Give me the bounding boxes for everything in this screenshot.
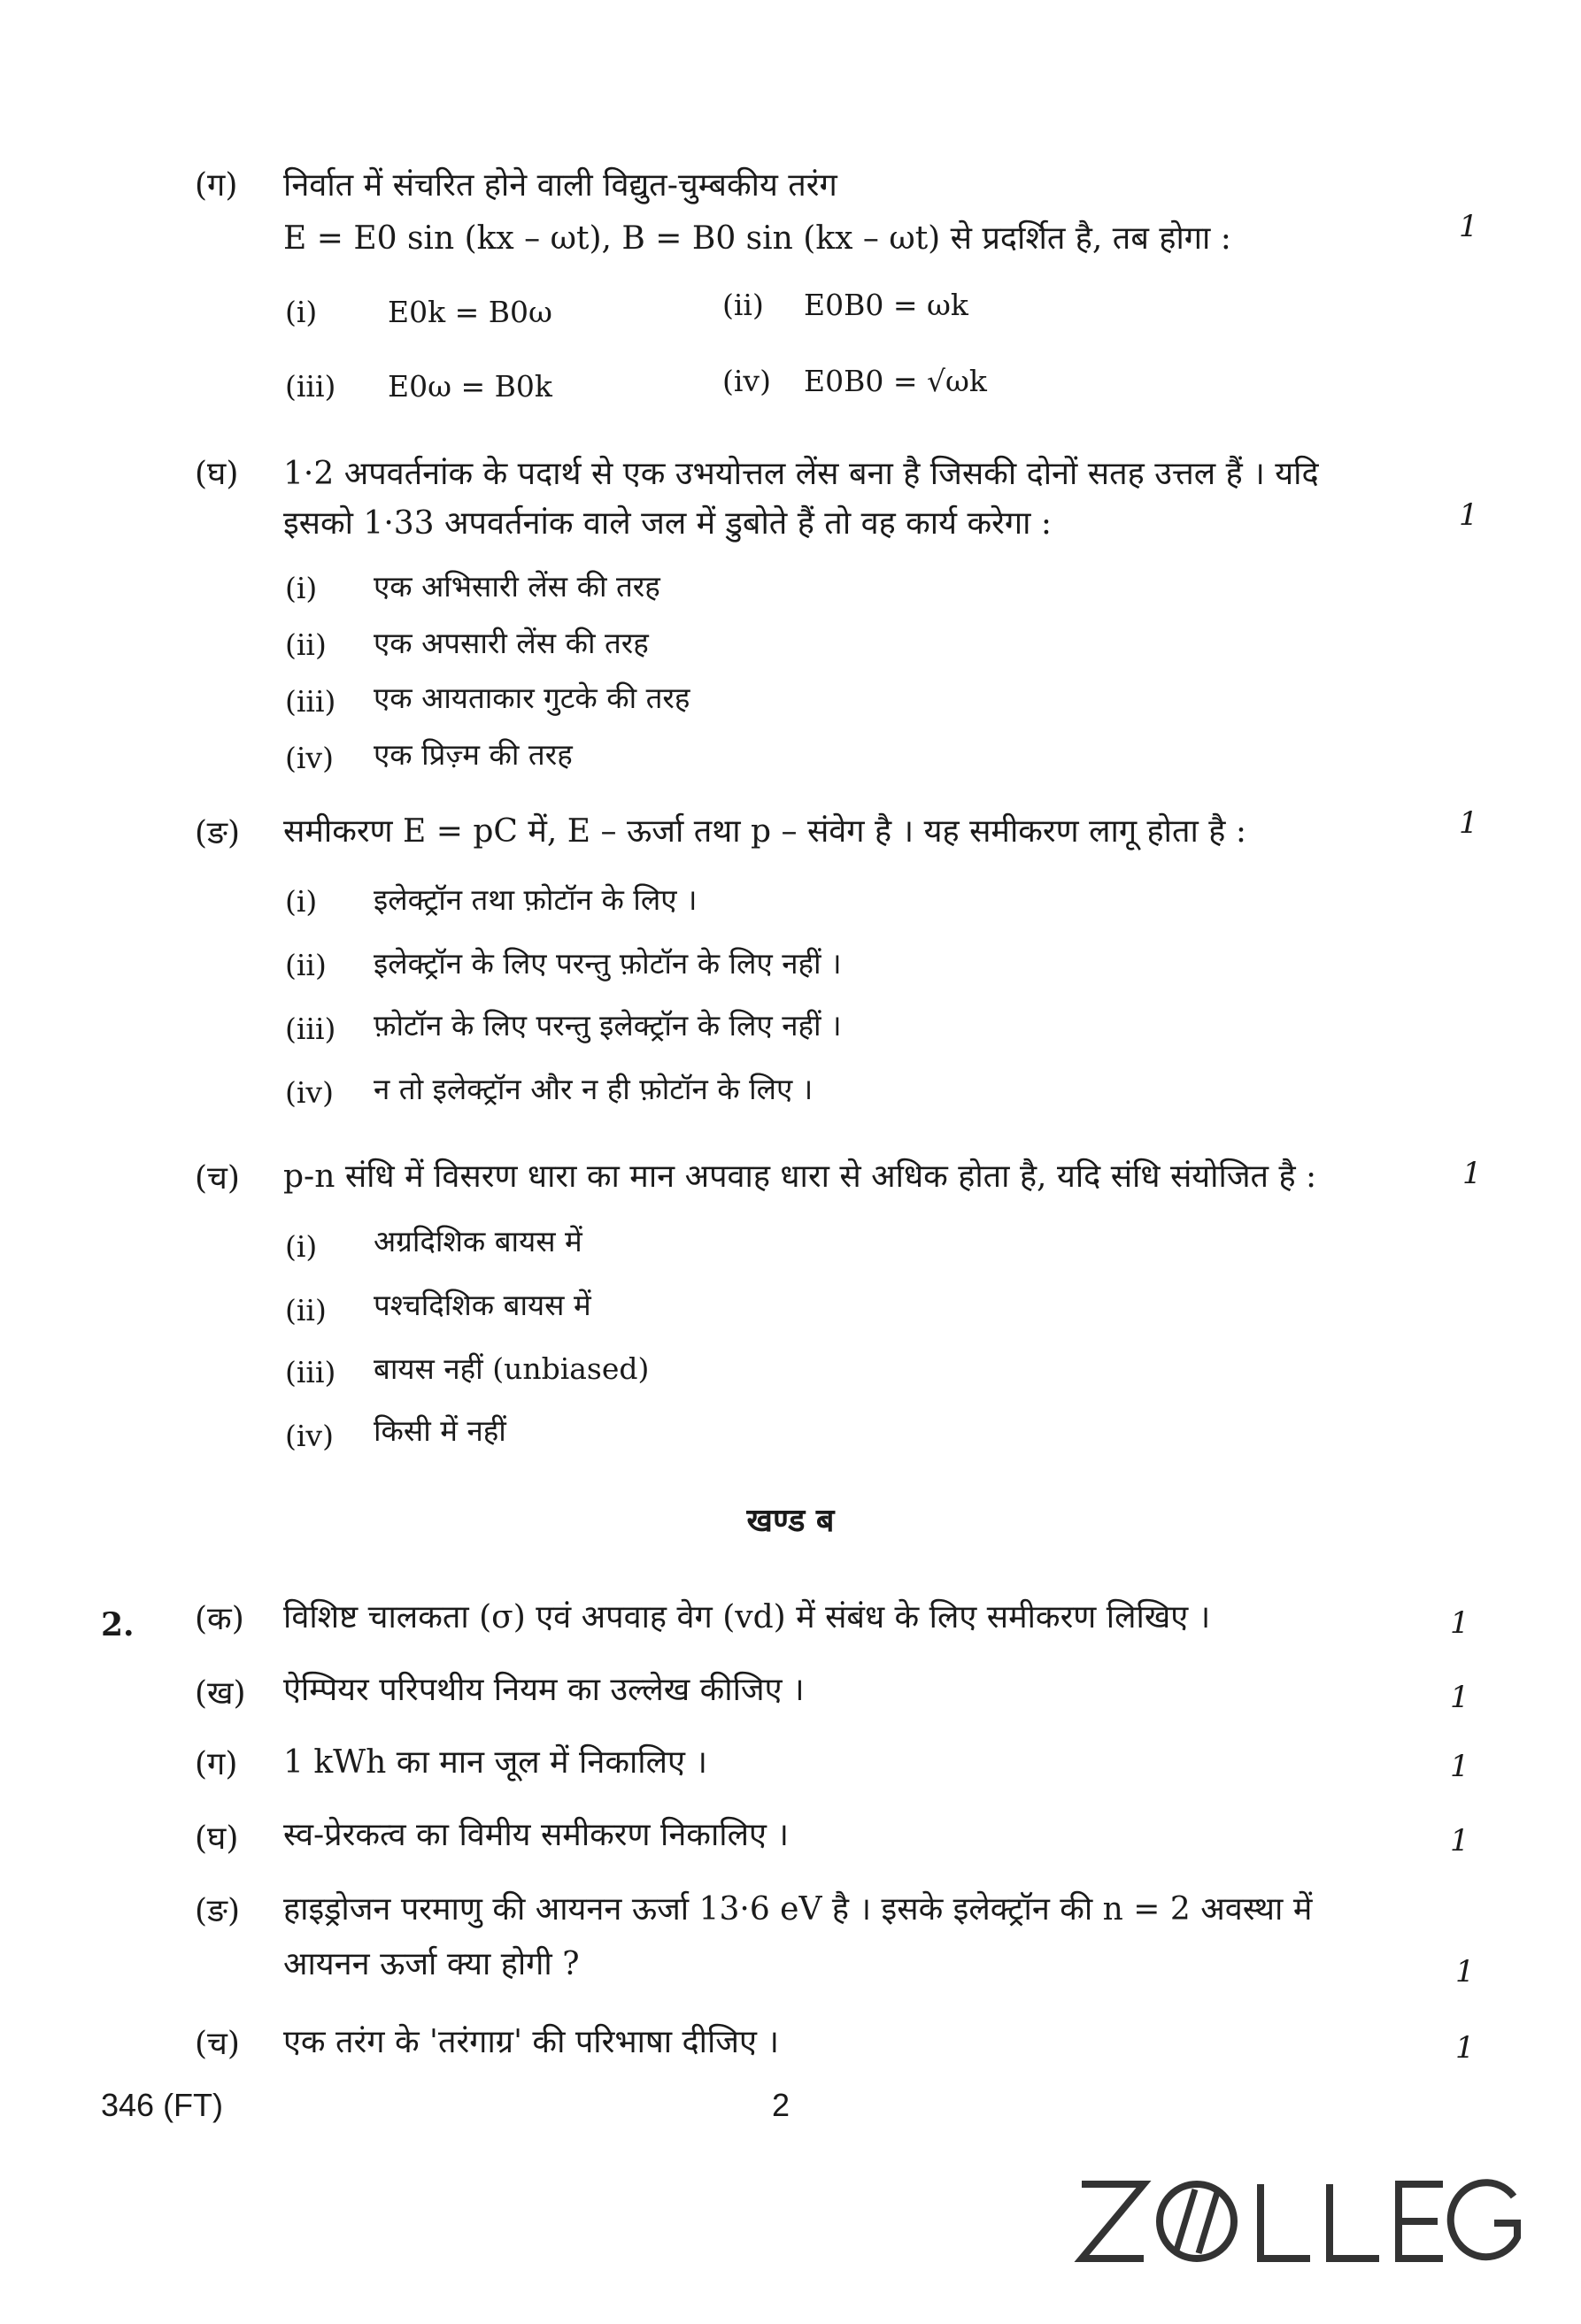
question-label: (ङ) [195, 815, 241, 851]
option-number: (i) [285, 295, 318, 329]
marks: 1 [1450, 1749, 1469, 1784]
marks: 1 [1459, 805, 1478, 841]
option-number: (i) [285, 884, 318, 919]
option-number: (iii) [285, 1012, 336, 1046]
option-text: एक अपसारी लेंस की तरह [374, 626, 649, 660]
question-number: 2. [101, 1606, 135, 1643]
option-text: E0k = B0ω [388, 295, 552, 329]
option-text: एक आयताकार गुटके की तरह [374, 681, 690, 715]
option-number: (iii) [285, 369, 336, 404]
option-number: (iv) [285, 1075, 334, 1110]
option-number: (ii) [285, 627, 327, 662]
option-number: (iv) [722, 364, 771, 398]
option-number: (ii) [285, 948, 327, 982]
option-text: E0B0 = ωk [804, 288, 968, 322]
option-number: (ii) [722, 288, 764, 322]
question-text: हाइड्रोजन परमाणु की आयनन ऊर्जा 13·6 eV है । इसके इलेक्ट्रॉन की n = 2 अवस्था में [283, 1891, 1313, 1928]
option-number: (ii) [285, 1293, 327, 1327]
option-number: (i) [285, 571, 318, 605]
question-label: (घ) [195, 1820, 239, 1857]
option-text: एक प्रिज़्म की तरह [374, 737, 573, 772]
question-text: 1 kWh का मान जूल में निकालिए । [283, 1744, 708, 1781]
option-number: (iii) [285, 684, 336, 719]
question-label: (ग) [195, 1746, 238, 1782]
zollege-logo [1071, 2168, 1540, 2274]
option-text: किसी में नहीं [374, 1413, 506, 1448]
option-text: न तो इलेक्ट्रॉन और न ही फ़ोटॉन के लिए । [374, 1072, 814, 1106]
option-number: (iii) [285, 1355, 336, 1389]
option-text: अग्रदिशिक बायस में [374, 1224, 582, 1258]
question-text: एक तरंग के 'तरंगाग्र' की परिभाषा दीजिए । [283, 2024, 780, 2060]
option-text: E0ω = B0k [388, 369, 552, 404]
marks: 1 [1459, 497, 1478, 533]
page-number: 2 [772, 2087, 790, 2123]
option-text: बायस नहीं (unbiased) [374, 1351, 650, 1386]
question-label: (क) [195, 1601, 244, 1637]
question-label: (ख) [195, 1675, 246, 1712]
question-label: (च) [195, 2026, 240, 2062]
option-text: एक अभिसारी लेंस की तरह [374, 569, 660, 604]
question-text: इसको 1·33 अपवर्तनांक वाले जल में डुबोते हैं तो वह कार्य करेगा : [283, 505, 1052, 542]
option-text: पश्चदिशिक बायस में [374, 1288, 591, 1322]
marks: 1 [1450, 1680, 1469, 1715]
option-number: (i) [285, 1229, 318, 1264]
option-number: (iv) [285, 741, 334, 775]
option-text: फ़ोटॉन के लिए परन्तु इलेक्ट्रॉन के लिए नहीं । [374, 1008, 842, 1043]
question-text: आयनन ऊर्जा क्या होगी ? [283, 1946, 580, 1982]
option-text: इलेक्ट्रॉन के लिए परन्तु फ़ोटॉन के लिए नहीं । [374, 946, 842, 981]
marks: 1 [1455, 1954, 1475, 1989]
question-text: समीकरण E = pC में, E – ऊर्जा तथा p – संवेग है । यह समीकरण लागू होता है : [283, 813, 1246, 850]
option-text: E0B0 = √ωk [804, 364, 987, 398]
question-text: E = E0 sin (kx – ωt), B = B0 sin (kx – ωt) से प्रदर्शित है, तब होगा : [283, 220, 1231, 257]
option-text: इलेक्ट्रॉन तथा फ़ोटॉन के लिए । [374, 882, 698, 917]
question-text: p-n संधि में विसरण धारा का मान अपवाह धारा से अधिक होता है, यदि संधि संयोजित है : [283, 1158, 1317, 1195]
marks: 1 [1459, 209, 1478, 244]
question-label: (ग) [195, 167, 238, 204]
question-text: विशिष्ट चालकता (σ) एवं अपवाह वेग (vd) में संबंध के लिए समीकरण लिखिए । [283, 1599, 1211, 1635]
marks: 1 [1450, 1605, 1469, 1641]
question-label: (च) [195, 1160, 240, 1197]
marks: 1 [1450, 1823, 1469, 1858]
question-text: स्व-प्रेरकत्व का विमीय समीकरण निकालिए । [283, 1817, 790, 1853]
marks: 1 [1462, 1156, 1482, 1191]
section-heading: खण्ड ब [746, 1502, 835, 1539]
question-label: (ङ) [195, 1893, 241, 1929]
marks: 1 [1455, 2030, 1475, 2066]
question-text: 1·2 अपवर्तनांक के पदार्थ से एक उभयोत्तल लेंस बना है जिसकी दोनों सतह उत्तल हैं । यदि [283, 456, 1319, 492]
question-label: (घ) [195, 456, 239, 492]
option-number: (iv) [285, 1419, 334, 1453]
question-text: निर्वात में संचरित होने वाली विद्युत-चुम्बकीय तरंग [283, 167, 837, 204]
question-text: ऐम्पियर परिपथीय नियम का उल्लेख कीजिए । [283, 1672, 805, 1708]
paper-code: 346 (FT) [101, 2087, 224, 2123]
